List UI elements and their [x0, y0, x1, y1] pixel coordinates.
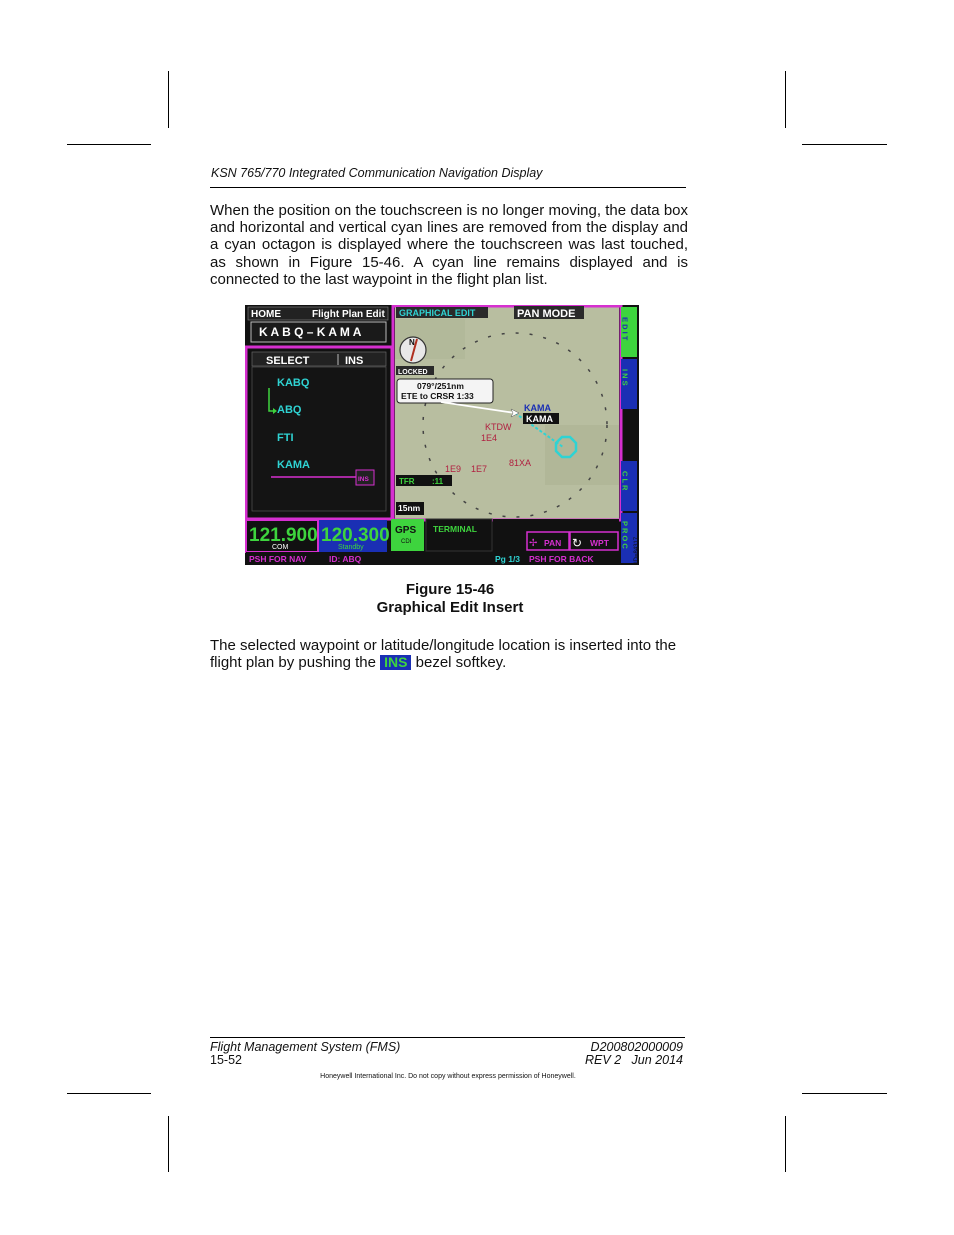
map-label-81xa: 81XA — [509, 458, 532, 468]
terminal-label: TERMINAL — [433, 524, 477, 534]
header-rule — [210, 187, 686, 188]
footer-doc-number: D200802000009 — [590, 1040, 683, 1054]
ins-marker: INS — [358, 476, 369, 483]
crop-mark — [67, 1093, 151, 1094]
list-header-select: SELECT — [266, 355, 310, 367]
ins-softkey-label: INS — [380, 655, 411, 670]
running-header: KSN 765/770 Integrated Communication Navigation Display — [211, 166, 543, 180]
route-label: K A B Q – K A M A — [259, 325, 362, 339]
list-header-ins: INS — [345, 355, 364, 367]
crop-mark — [785, 1116, 786, 1172]
figure-screenshot — [245, 305, 639, 565]
page-title: Flight Plan Edit — [312, 309, 385, 320]
locked-label: LOCKED — [398, 369, 428, 376]
wpt-key: WPT — [590, 538, 609, 548]
data-box-bearing: 079°/251nm — [417, 381, 464, 391]
pan-move-icon: ✢ — [529, 538, 538, 549]
crop-mark — [802, 1093, 887, 1094]
com-label: COM — [272, 544, 289, 551]
map-label-1e7: 1E7 — [471, 464, 488, 474]
footer-rule — [210, 1037, 685, 1038]
figure-caption-number: Figure 15-46 — [405, 581, 495, 598]
id-abq: ID: ABQ — [329, 554, 362, 564]
range-label: 15nm — [398, 503, 421, 513]
side-key-proc-label: P R O C — [620, 521, 630, 549]
crop-mark — [168, 1116, 169, 1172]
figure-id: ID=84317 — [634, 536, 640, 563]
crop-mark — [168, 71, 169, 128]
side-key-ins-label: I N S — [620, 369, 630, 386]
waypoint-kama: KAMA — [277, 459, 310, 471]
compass-n: N — [409, 338, 415, 347]
rotate-icon: ↻ — [572, 536, 583, 550]
para2-text-before: The selected waypoint or latitude/longitude location is inserted into the flight plan by pushing the — [210, 637, 677, 672]
figure-caption-title: Graphical Edit Insert — [376, 599, 524, 616]
para2-text-after: bezel softkey. — [415, 654, 507, 672]
standby-label: Standby — [338, 544, 364, 551]
crop-mark — [67, 144, 151, 145]
data-box-ete: ETE to CRSR 1:33 — [401, 391, 474, 401]
page-indicator: Pg 1/3 — [495, 554, 521, 564]
crop-mark — [785, 71, 786, 128]
psh-for-back: PSH FOR BACK — [529, 554, 594, 564]
com-standby-frequency: 120.300 — [321, 525, 390, 546]
com-active-frequency: 121.900 — [249, 525, 318, 546]
map-label-kama: KAMA — [524, 403, 551, 413]
tfr-time: :11 — [432, 477, 444, 486]
footer-page-number: 15-52 — [210, 1053, 242, 1067]
waypoint-fti: FTI — [277, 432, 294, 444]
graphical-edit-label: GRAPHICAL EDIT — [399, 308, 476, 318]
footer-manual-title: Flight Management System (FMS) — [210, 1040, 401, 1054]
waypoint-abq: ABQ — [277, 404, 302, 416]
map-label-1e4: 1E4 — [481, 433, 498, 443]
body-paragraph-2 — [210, 637, 688, 671]
pan-key: PAN — [544, 538, 562, 548]
map-label-1e9: 1E9 — [445, 464, 462, 474]
pan-mode-label: PAN MODE — [517, 308, 576, 320]
home-key: HOME — [251, 309, 281, 320]
footer-legal-notice: Honeywell International Inc. Do not copy without express permission of Honeywell. — [320, 1073, 576, 1080]
map-label-kama-selected: KAMA — [526, 414, 553, 424]
tfr-label: TFR — [399, 477, 415, 486]
footer-revision: REV 2 Jun 2014 — [585, 1053, 683, 1067]
gps-label: GPS — [395, 525, 417, 536]
psh-for-nav: PSH FOR NAV — [249, 554, 307, 564]
side-key-clr-label: C L R — [620, 471, 630, 491]
body-paragraph-1: When the position on the touchscreen is no longer moving, the data box and horizontal and vertical cyan lines are removed from the display and a cyan octagon is displayed where the touchscreen was last touched, as shown in Figure 15-46. A cyan line remains displayed and is connected to the last waypoint in the flight plan list. — [210, 202, 688, 288]
waypoint-kabq: KABQ — [277, 377, 310, 389]
map-label-ktdw: KTDW — [485, 422, 512, 432]
side-key-edit-label: E D I T — [620, 317, 630, 341]
crop-mark — [802, 144, 887, 145]
cdi-label: CDI — [401, 539, 412, 545]
